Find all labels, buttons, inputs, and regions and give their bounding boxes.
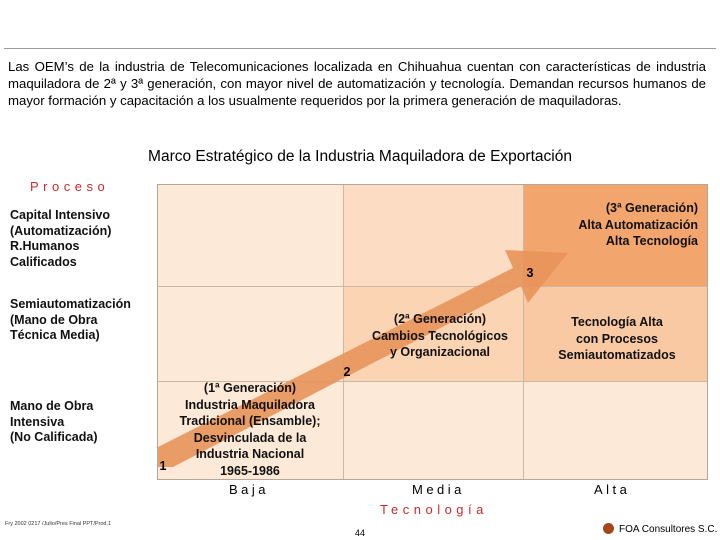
diagram-title: Marco Estratégico de la Industria Maquiladora de Exportación <box>148 148 572 165</box>
row-label-semiautomatizacion: Semiautomatización (Mano de Obra Técnica Media) <box>10 297 131 342</box>
generation-1-text: (1ª Generación) Industria Maquiladora Tradicional (Ensamble); Desvinculada de la Industria Nacional 1965-1986 <box>179 381 321 478</box>
company-name: FOA Consultores S.C. <box>619 524 718 535</box>
generation-2-number: 2 <box>343 365 351 379</box>
generation-1-number: 1 <box>159 459 167 473</box>
row-label-mano-de-obra: Mano de Obra Intensiva (No Calificada) <box>10 399 98 444</box>
x-axis-label: Tecnología <box>380 502 488 517</box>
footer-file-path: Fry 2002 0217 /Julio/Pres Final PPT/Prod.1 <box>5 521 112 527</box>
y-axis-label: Proceso <box>30 179 110 194</box>
top-divider <box>4 48 716 49</box>
generation-2-text: (2ª Generación) Cambios Tecnológicos y Organizacional <box>372 312 508 359</box>
company-logo-icon <box>603 523 614 534</box>
generation-3-number: 3 <box>526 266 534 280</box>
column-label-media: Media <box>412 482 465 497</box>
page-number: 44 <box>355 528 366 538</box>
row-label-capital-intensivo: Capital Intensivo (Automatización) R.Humanos Calificados <box>10 208 112 269</box>
column-label-alta: Alta <box>594 482 631 497</box>
intro-paragraph: Las OEM’s de la industria de Telecomunicaciones localizada en Chihuahua cuentan con características de industria maquiladora de 2ª y 3ª generación, con mayor nivel de automatización y tecnología. Demandan recursos humanos de mayor formación y capacitación a los usualmente requeridos por la primera generación de maquiladoras. <box>8 59 706 109</box>
generation-3-text: (3ª Generación) Alta Automatización Alta Tecnología <box>578 201 698 248</box>
footer-company <box>603 523 717 535</box>
alta-semiautomatizados-text: Tecnología Alta con Procesos Semiautomatizados <box>558 315 676 362</box>
column-label-baja: Baja <box>229 482 270 497</box>
